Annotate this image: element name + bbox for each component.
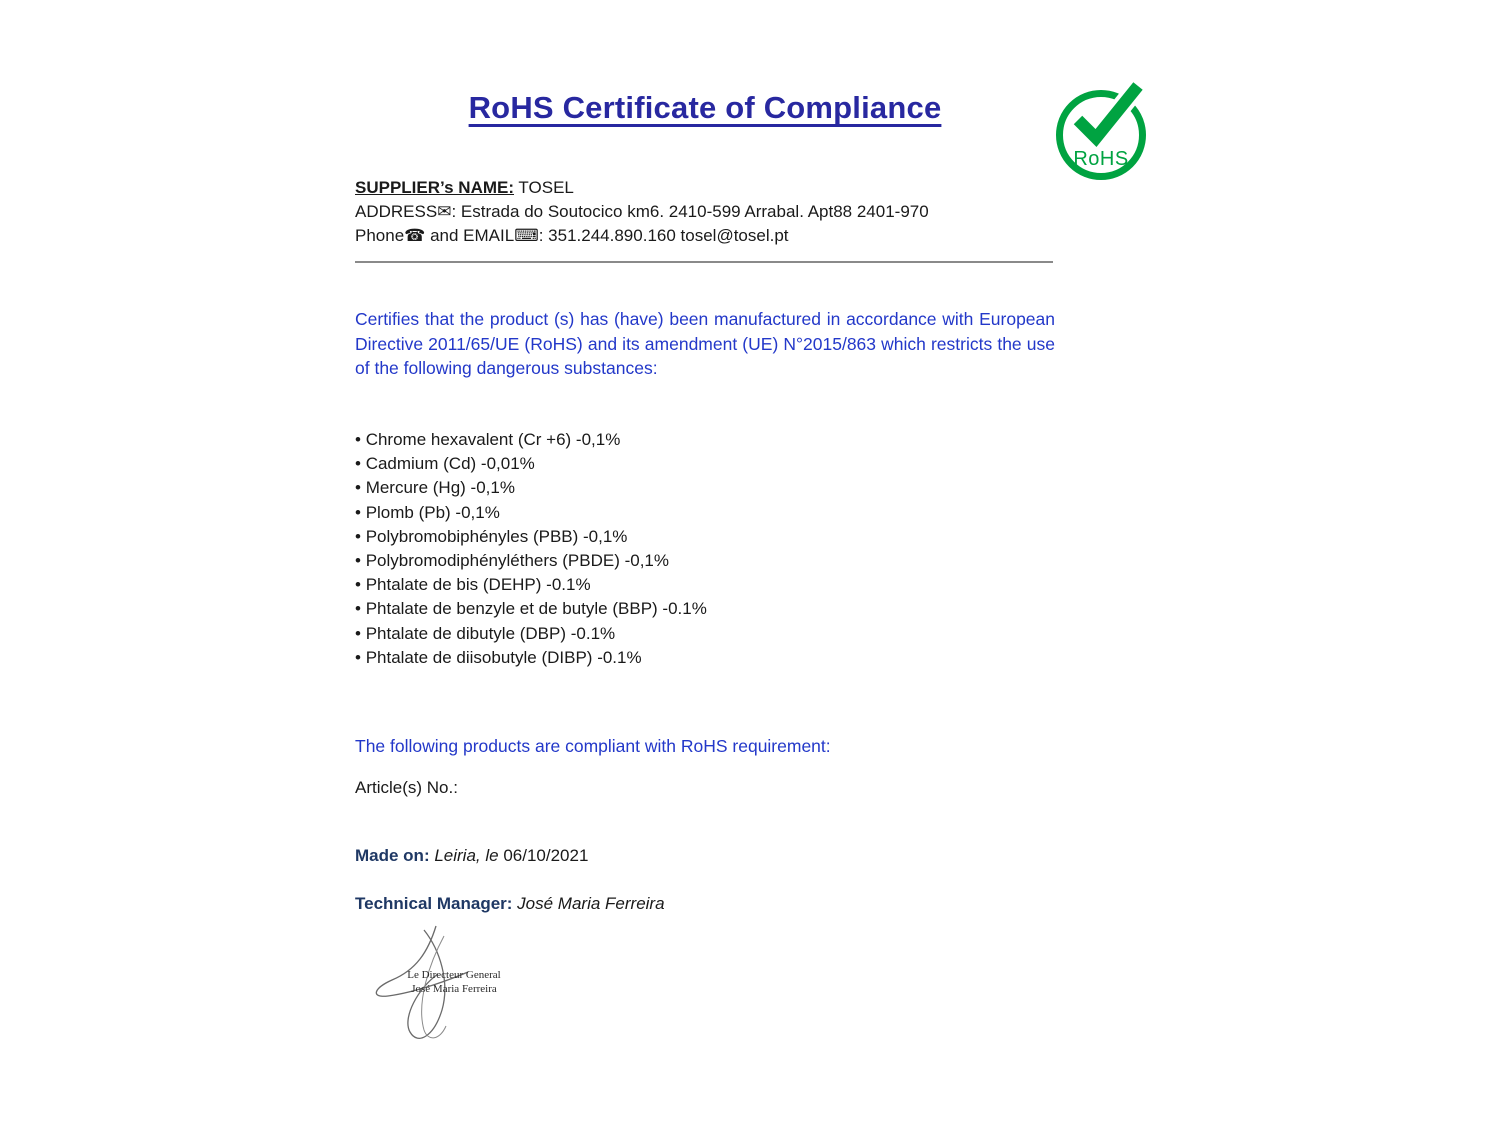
phone-label: Phone xyxy=(355,226,405,245)
rohs-logo xyxy=(1056,86,1152,182)
supplier-name-label: SUPPLIER’s NAME: xyxy=(355,178,515,197)
list-item: • Polybromobiphényles (PBB) -0,1% xyxy=(355,525,1055,549)
computer-icon: ⌨ xyxy=(514,226,539,245)
email-label: and EMAIL xyxy=(425,226,515,245)
list-item: • Chrome hexavalent (Cr +6) -0,1% xyxy=(355,428,1055,452)
list-item: • Cadmium (Cd) -0,01% xyxy=(355,452,1055,476)
list-item: • Phtalate de benzyle et de butyle (BBP) -0.1% xyxy=(355,597,1055,621)
rohs-logo-label: RoHS xyxy=(1073,148,1129,170)
technical-manager-label: Technical Manager: xyxy=(355,894,513,913)
technical-manager-line xyxy=(355,894,1055,914)
signature-line2: José Maria Ferreira xyxy=(411,983,497,995)
list-item: • Plomb (Pb) -0,1% xyxy=(355,501,1055,525)
list-item: • Phtalate de dibutyle (DBP) -0.1% xyxy=(355,622,1055,646)
supplier-address-line xyxy=(355,200,1055,224)
list-item: • Mercure (Hg) -0,1% xyxy=(355,476,1055,500)
address-value: : Estrada do Soutocico km6. 2410-599 Arrabal. Apt88 2401-970 xyxy=(451,202,929,221)
address-label: ADDRESS xyxy=(355,202,438,221)
list-item: • Phtalate de diisobutyle (DIBP) -0.1% xyxy=(355,646,1055,670)
made-on-line xyxy=(355,846,1055,866)
supplier-name-value: TOSEL xyxy=(514,178,574,197)
list-item: • Polybromodiphényléthers (PBDE) -0,1% xyxy=(355,549,1055,573)
list-item: • Phtalate de bis (DEHP) -0.1% xyxy=(355,573,1055,597)
technical-manager-name: José Maria Ferreira xyxy=(512,894,665,913)
made-on-date: 06/10/2021 xyxy=(503,846,589,865)
supplier-name-line xyxy=(355,176,1055,200)
envelope-icon: ✉ xyxy=(437,202,452,221)
signature-text xyxy=(394,968,514,996)
signature-line1: Le Directeur General xyxy=(407,969,501,981)
signature-block xyxy=(358,922,518,1052)
phone-icon: ☎ xyxy=(404,226,426,245)
compliance-line: The following products are compliant with RoHS requirement: xyxy=(355,736,831,756)
horizontal-divider xyxy=(355,261,1053,263)
page-title: RoHS Certificate of Compliance xyxy=(468,90,942,125)
made-on-label: Made on: xyxy=(355,846,430,865)
certification-statement: Certifies that the product (s) has (have) been manufactured in accordance with European Directive 2011/65/UE (RoHS) and its amendment (UE) N°2015/863 which restricts the use of the following dangerous substances: xyxy=(355,309,1055,378)
contact-value: : 351.244.890.160 tosel@tosel.pt xyxy=(538,226,789,245)
supplier-block xyxy=(355,176,1055,248)
supplier-contact-line xyxy=(355,224,1055,248)
made-on-place: Leiria, le xyxy=(429,846,504,865)
article-number-line: Article(s) No.: xyxy=(355,778,458,797)
checkmark-icon xyxy=(1070,80,1148,152)
substances-list xyxy=(355,428,1055,670)
